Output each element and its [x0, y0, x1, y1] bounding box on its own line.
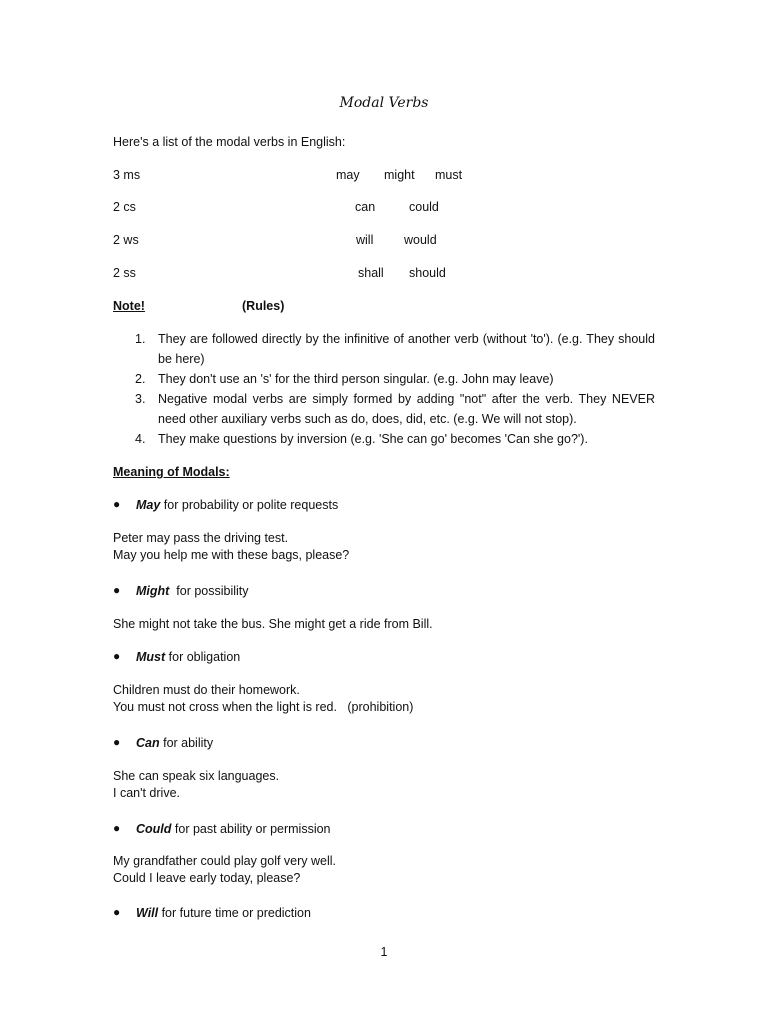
modal-description: for future time or prediction — [158, 906, 311, 920]
list-text: They make questions by inversion (e.g. 'She can go' becomes 'Can she go?'). — [158, 432, 588, 446]
list-item — [135, 369, 655, 389]
list-number: 2. — [135, 372, 146, 386]
list-item — [135, 389, 655, 429]
modal-description: for possibility — [169, 584, 249, 598]
list-text: They are followed directly by the infinitive of another verb (without 'to'). (e.g. They should be here) — [158, 332, 655, 366]
modal-word: would — [404, 233, 437, 247]
meaning-item — [136, 821, 331, 837]
group-label: 2 ws — [113, 233, 139, 247]
page-number: 1 — [380, 945, 388, 959]
example-sentence: I can't drive. — [113, 786, 180, 800]
modal-name: Will — [136, 906, 159, 920]
bullet-icon: ● — [113, 821, 121, 835]
meaning-item — [136, 649, 240, 665]
modal-name: Must — [136, 650, 166, 664]
modal-word: could — [409, 200, 439, 214]
bullet-icon: ● — [113, 735, 121, 749]
example-sentence: My grandfather could play golf very well. — [113, 854, 337, 868]
example-sentence: She can speak six languages. — [113, 769, 280, 783]
page-title: Modal Verbs — [339, 95, 429, 111]
list-number: 1. — [135, 332, 146, 346]
example-sentence: Could I leave early today, please? — [113, 871, 301, 885]
modal-description: for past ability or permission — [171, 822, 331, 836]
group-label: 2 cs — [113, 200, 136, 214]
modal-word: should — [409, 266, 446, 280]
example-sentence: Peter may pass the driving test. — [113, 531, 289, 545]
modal-word: can — [355, 200, 376, 214]
bullet-icon: ● — [113, 583, 121, 597]
list-item — [135, 429, 655, 449]
meaning-item — [136, 497, 338, 513]
note-label: Note! — [113, 299, 145, 313]
meaning-item — [136, 905, 311, 921]
list-text: Negative modal verbs are simply formed by adding "not" after the verb. They NEVER need other auxiliary verbs such as do, does, did, etc. (e.g. We will not stop). — [158, 392, 655, 426]
example-sentence: You must not cross when the light is red. (prohibition) — [113, 700, 414, 714]
list-item — [135, 329, 655, 369]
intro-text: Here's a list of the modal verbs in English: — [113, 135, 346, 149]
group-label: 2 ss — [113, 266, 136, 280]
example-sentence: She might not take the bus. She might get a ride from Bill. — [113, 617, 433, 631]
modal-description: for obligation — [165, 650, 241, 664]
modal-description: for ability — [159, 736, 214, 750]
modal-name: May — [136, 498, 161, 512]
bullet-icon: ● — [113, 497, 121, 511]
meaning-item — [136, 735, 213, 751]
list-text: They don't use an 's' for the third person singular. (e.g. John may leave) — [158, 372, 554, 386]
example-sentence: Children must do their homework. — [113, 683, 300, 697]
modal-description: for probability or polite requests — [160, 498, 339, 512]
list-number: 4. — [135, 432, 146, 446]
modal-name: Could — [136, 822, 172, 836]
modal-name: Might — [136, 584, 170, 598]
bullet-icon: ● — [113, 649, 121, 663]
modal-word: shall — [358, 266, 384, 280]
modal-word: might — [384, 168, 415, 182]
group-label: 3 ms — [113, 168, 141, 182]
list-number: 3. — [135, 392, 146, 406]
example-sentence: May you help me with these bags, please? — [113, 548, 350, 562]
modal-word: may — [336, 168, 360, 182]
bullet-icon: ● — [113, 905, 121, 919]
meaning-item — [136, 583, 249, 599]
meaning-heading: Meaning of Modals: — [113, 465, 230, 479]
modal-word: must — [435, 168, 463, 182]
modal-name: Can — [136, 736, 160, 750]
rules-label: (Rules) — [242, 299, 285, 313]
modal-word: will — [356, 233, 374, 247]
